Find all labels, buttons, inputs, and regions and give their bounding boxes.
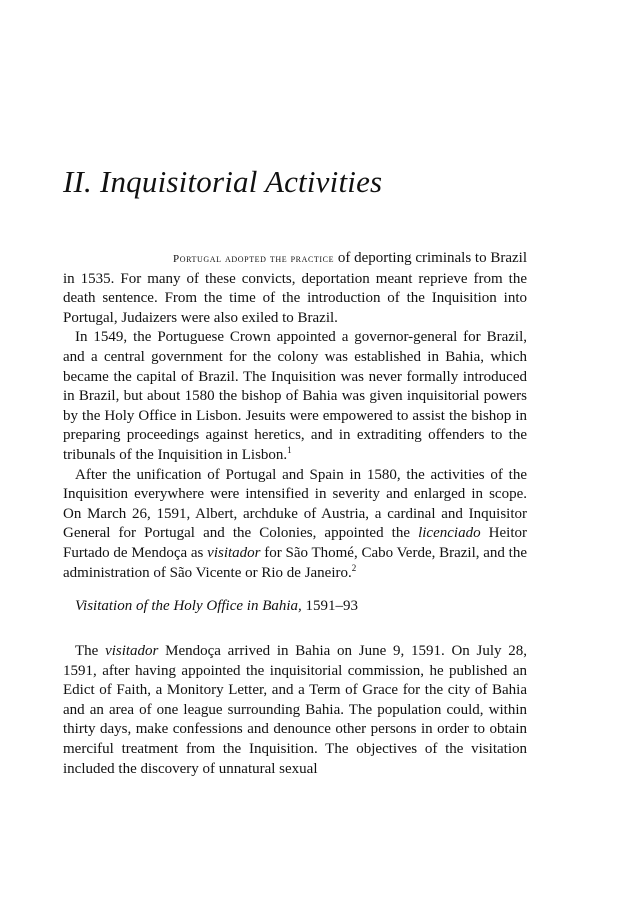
italic-term: visitador xyxy=(207,544,261,561)
intro-paragraph-1 xyxy=(63,249,527,328)
paragraph-text: Heitor Furtado de Mendoça as xyxy=(63,525,527,561)
paragraph-text: Mendoça arrived in Bahia on June 9, 1591. On July 28, 1591, after having appointed the inquisitorial commission, he published an Edict of Faith, a Monitory Letter, and a Term of Grace for the city of Bahia and an area of one league surrounding Bahia. The population could, within thirty days, make confessions and denounce other persons in order to obtain merciful treatment from the Inquisition. The objectives of the visitation included the discovery of unnatural sexual xyxy=(63,643,527,777)
section-heading-title: Visitation of the Holy Office in Bahia, xyxy=(75,598,302,614)
paragraph-text: for São Thomé, Cabo Verde, Brazil, and the administration of São Vicente or Rio de Janeiro. xyxy=(63,544,527,581)
paragraph-text: The xyxy=(75,643,106,659)
italic-term: visitador xyxy=(105,643,159,659)
footnote-marker: 1 xyxy=(287,444,292,455)
small-caps-lead-in: Portugal adopted the practice xyxy=(173,253,335,265)
chapter-title: II. Inquisitorial Activities xyxy=(63,164,383,199)
section-text-block xyxy=(63,642,527,779)
section-heading-years: 1591–93 xyxy=(301,598,359,614)
intro-paragraph-2 xyxy=(63,328,527,465)
section-heading xyxy=(75,598,358,615)
intro-text-block xyxy=(63,249,527,583)
intro-paragraph-3 xyxy=(63,466,527,584)
paragraph-text: of deporting criminals to Brazil in 1535. For many of these convicts, deportation meant reprieve from the death sentence. From the time of the introduction of the Inquisition into Portugal, Judaizers were also exiled to Brazil. xyxy=(63,250,528,326)
paragraph-text: After the unification of Portugal and Spain in 1580, the activities of the Inquisition everywhere were intensified in severity and enlarged in scope. On March 26, 1591, Albert, archduke of Austria, a cardinal and Inquisitor General for Portugal and the Colonies, appointed the xyxy=(63,466,527,542)
section-paragraph-1 xyxy=(63,642,527,779)
paragraph-text: In 1549, the Portuguese Crown appointed a governor-general for Brazil, and a central government for the colony was established in Bahia, which became the capital of Brazil. The Inquisition was never formally introduced in Brazil, but about 1580 the bishop of Bahia was given inquisitorial powers by the Holy Office in Lisbon. Jesuits were empowered to assist the bishop in preparing proceedings against heretics, and in extraditing offenders to the tribunals of the Inquisition in Lisbon. xyxy=(63,329,527,463)
footnote-marker: 2 xyxy=(351,562,357,573)
italic-term: licenciado xyxy=(418,525,481,542)
